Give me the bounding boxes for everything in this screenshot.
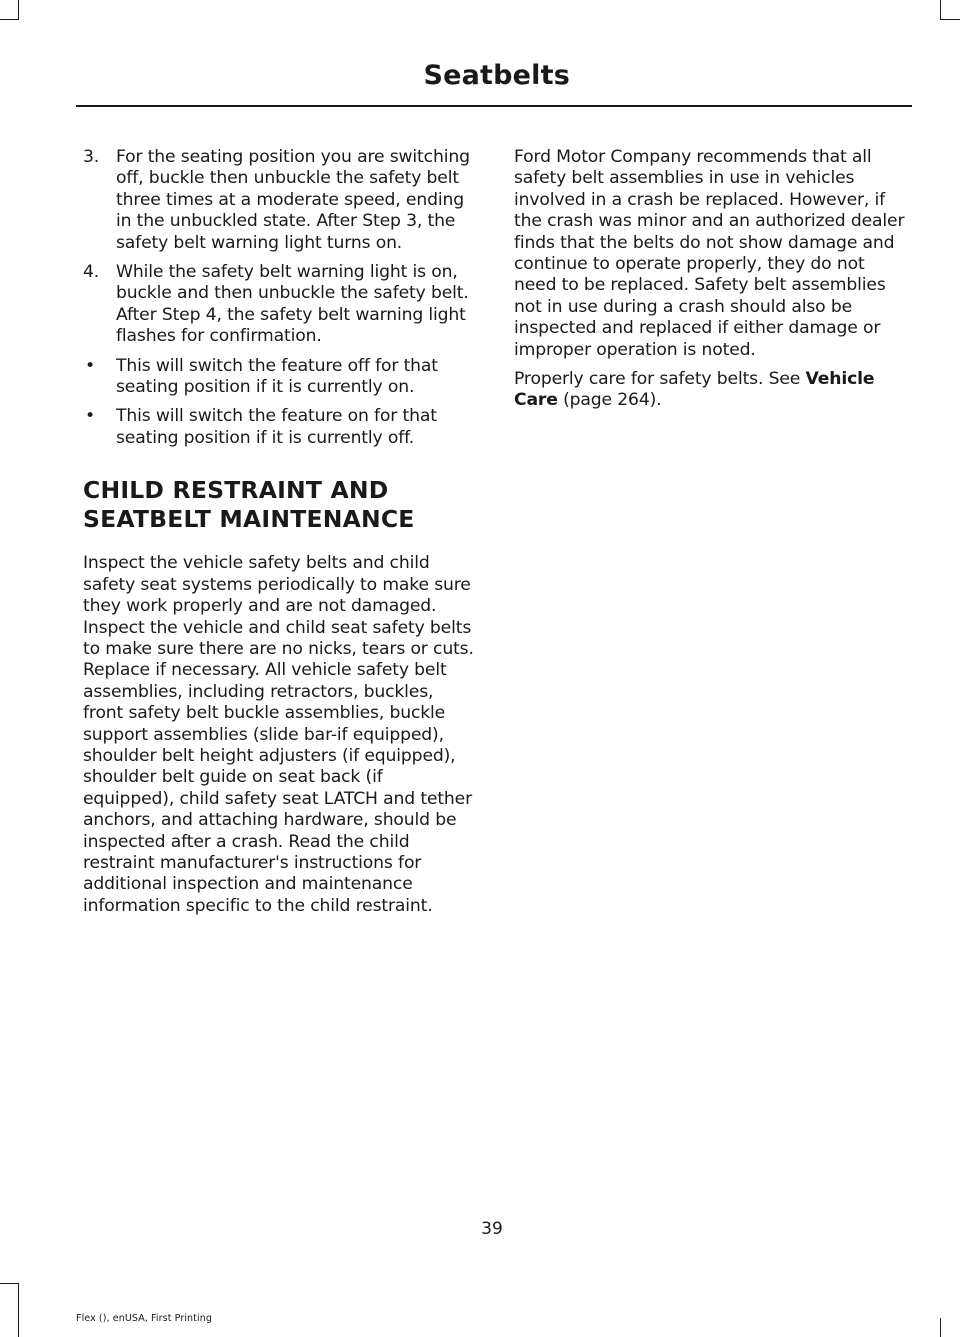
section-heading (83, 476, 475, 534)
care-page-reference: (page 264). (557, 390, 662, 411)
step-text: For the seating position you are switching off, buckle then unbuckle the safety belt three times at a moderate speed, ending in the unbuckled state. After Step 3, the safety belt warning light turns on. (116, 147, 470, 253)
bullet-item (83, 356, 475, 399)
crop-mark-bottom-left-h (0, 1283, 18, 1284)
step-text: While the safety belt warning light is on, buckle and then unbuckle the safety belt. After Step 4, the safety belt warning light flashes for confirmation. (116, 262, 469, 347)
vehicle-care-link[interactable]: Vehicle Care (514, 369, 875, 411)
step-item (83, 262, 475, 348)
page-section-title: Seatbelts (423, 60, 570, 91)
step-number: 4. (83, 262, 100, 283)
crop-mark-top-right (940, 0, 941, 20)
right-column (514, 147, 912, 420)
crop-mark-bottom-right (940, 1318, 941, 1337)
care-paragraph (514, 369, 912, 412)
bullet-text: This will switch the feature on for that seating position if it is currently off. (116, 406, 437, 448)
bullet-item (83, 406, 475, 449)
step-item (83, 147, 475, 254)
step-number: 3. (83, 147, 100, 167)
maintenance-paragraph: Inspect the vehicle safety belts and child safety seat systems periodically to make sure they work properly and are not damaged. Inspect the vehicle and child seat safety belts to make sure there are no nicks, tears or cuts. Replace if necessary. All vehicle safety belt assemblies, including retractors, buckles, front safety belt buckle assemblies, buckle support assemblies (slide bar-if equipped), shoulder belt height adjusters (if equipped), shoulder belt guide on seat back (if equipped), child safety seat LATCH and tether anchors, and attaching hardware, should be inspected after a crash. Read the child restraint manufacturer's instructions for additional inspection and maintenance information specific to the child restraint. (83, 553, 474, 916)
bullet-marker: • (85, 406, 95, 427)
header-divider (76, 105, 912, 107)
section-heading-line-2: SEATBELT MAINTENANCE (83, 505, 415, 534)
crop-mark-top-right-h (941, 19, 960, 20)
crop-mark-top-left (18, 0, 19, 20)
page-number: 39 (481, 1219, 503, 1239)
edition-footer: Flex (), enUSA, First Printing (76, 1313, 212, 1324)
section-heading-line-1: CHILD RESTRAINT AND (83, 476, 389, 505)
recommendation-paragraph: Ford Motor Company recommends that all safety belt assemblies in use in vehicles involved in a crash be replaced. However, if the crash was minor and an authorized dealer finds that the belts do not show damage and continue to operate properly, they do not need to be replaced. Safety belt assemblies not in use during a crash should also be inspected and replaced if either damage or improper operation is noted. (514, 147, 905, 360)
left-column (83, 147, 475, 925)
crop-mark-top-left-h (0, 19, 18, 20)
bullet-marker: • (85, 355, 95, 376)
crop-mark-bottom-left (18, 1283, 19, 1337)
care-text: Properly care for safety belts. See (514, 369, 806, 390)
bullet-text: This will switch the feature off for that seating position if it is currently on. (116, 355, 438, 398)
